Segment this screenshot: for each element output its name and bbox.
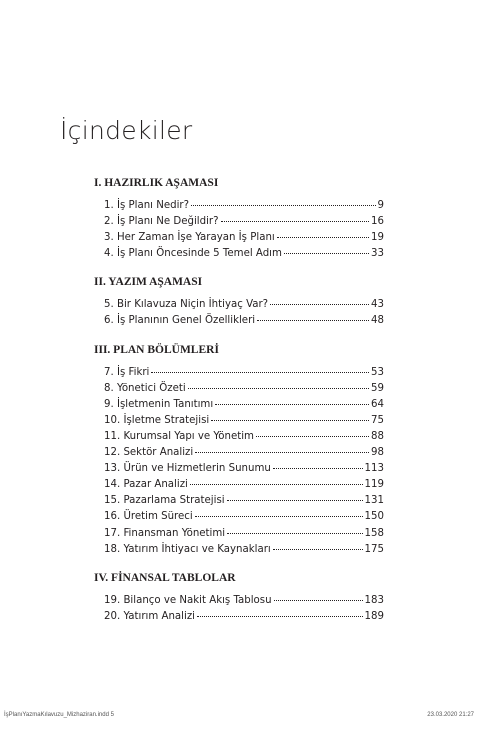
entry-title: 14. Pazar Analizi <box>104 479 188 491</box>
entry-title: 7. İş Fikri <box>104 366 150 378</box>
entry-page-number: 131 <box>364 495 384 507</box>
toc-entry[interactable] <box>94 429 384 445</box>
entry-page-number: 53 <box>371 366 384 378</box>
entry-title: 9. İşletmenin Tanıtımı <box>104 398 214 410</box>
toc-entry[interactable] <box>94 509 384 525</box>
entry-page-number: 16 <box>371 216 384 228</box>
source-file-name: İşPlanıYazmaKılavuzu_Mizhaziran.indd 5 <box>4 712 114 718</box>
dot-leader <box>195 516 363 517</box>
toc-entry[interactable] <box>94 214 384 230</box>
dot-leader <box>273 549 363 550</box>
dot-leader <box>256 436 369 437</box>
dot-leader <box>270 304 369 305</box>
toc-entry[interactable] <box>94 461 384 477</box>
dot-leader <box>151 372 369 373</box>
toc-entry[interactable] <box>94 246 384 262</box>
toc-section-preparation <box>94 176 384 262</box>
entry-page-number: 75 <box>371 414 384 426</box>
print-timestamp: 23.03.2020 21:27 <box>427 712 474 718</box>
entry-page-number: 113 <box>364 463 384 475</box>
entry-page-number: 59 <box>371 382 384 394</box>
dot-leader <box>190 484 363 485</box>
entry-title: 16. Üretim Süreci <box>104 511 193 523</box>
dot-leader <box>221 221 370 222</box>
dot-leader <box>277 237 369 238</box>
entry-title: 15. Pazarlama Stratejisi <box>104 495 225 507</box>
page-title: İçindekiler <box>60 116 193 145</box>
dot-leader <box>191 205 375 206</box>
section-heading: II. YAZIM AŞAMASI <box>94 276 203 289</box>
table-of-contents <box>94 176 384 638</box>
entry-page-number: 119 <box>364 479 384 491</box>
print-slug <box>0 710 480 724</box>
section-heading: III. PLAN BÖLÜMLERİ <box>94 343 219 356</box>
entry-title: 18. Yatırım İhtiyacı ve Kaynakları <box>104 543 271 555</box>
entry-title: 3. Her Zaman İşe Yarayan İş Planı <box>104 232 275 244</box>
entry-title: 10. İşletme Stratejisi <box>104 414 210 426</box>
entry-page-number: 88 <box>371 430 384 442</box>
entry-page-number: 48 <box>371 315 384 327</box>
toc-entry[interactable] <box>94 609 384 625</box>
entry-page-number: 189 <box>364 610 384 622</box>
entry-page-number: 33 <box>371 248 384 260</box>
section-heading: I. HAZIRLIK AŞAMASI <box>94 177 219 189</box>
dot-leader <box>284 253 369 254</box>
toc-entry[interactable] <box>94 477 384 493</box>
entry-page-number: 183 <box>364 594 384 606</box>
entry-page-number: 43 <box>371 299 384 311</box>
entry-title: 8. Yönetici Özeti <box>104 382 186 394</box>
dot-leader <box>273 468 363 469</box>
toc-entry[interactable] <box>94 198 384 214</box>
entry-title: 11. Kurumsal Yapı ve Yönetim <box>104 430 254 442</box>
toc-entry[interactable] <box>94 381 384 397</box>
toc-entry[interactable] <box>94 542 384 558</box>
toc-section-plan-parts <box>94 343 384 558</box>
dot-leader <box>197 616 363 617</box>
entry-title: 2. İş Planı Ne Değildir? <box>104 216 219 228</box>
dot-leader <box>215 404 369 405</box>
entry-page-number: 150 <box>364 511 384 523</box>
toc-entry[interactable] <box>94 526 384 542</box>
dot-leader <box>274 600 363 601</box>
entry-page-number: 175 <box>364 543 384 555</box>
entry-title: 20. Yatırım Analizi <box>104 610 196 622</box>
entry-title: 12. Sektör Analizi <box>104 447 194 459</box>
toc-entry[interactable] <box>94 230 384 246</box>
toc-section-financial-tables <box>94 571 384 625</box>
entry-page-number: 9 <box>377 200 384 211</box>
toc-entry[interactable] <box>94 493 384 509</box>
entry-page-number: 158 <box>364 527 384 539</box>
dot-leader <box>195 452 369 453</box>
dot-leader <box>188 388 369 389</box>
entry-title: 6. İş Planının Genel Özellikleri <box>104 315 256 327</box>
toc-entry[interactable] <box>94 413 384 429</box>
toc-entry[interactable] <box>94 365 384 381</box>
toc-entry[interactable] <box>94 297 384 313</box>
toc-entry[interactable] <box>94 397 384 413</box>
dot-leader <box>227 500 363 501</box>
entry-title: 1. İş Planı Nedir? <box>104 200 190 211</box>
entry-title: 4. İş Planı Öncesinde 5 Temel Adım <box>104 248 282 260</box>
entry-title: 13. Ürün ve Hizmetlerin Sunumu <box>104 463 271 475</box>
dot-leader <box>227 533 362 534</box>
dot-leader <box>257 320 369 321</box>
toc-entry[interactable] <box>94 313 384 329</box>
entry-page-number: 64 <box>371 398 384 410</box>
toc-section-writing <box>94 275 384 329</box>
entry-title: 17. Finansman Yönetimi <box>104 527 226 539</box>
dot-leader <box>211 420 369 421</box>
toc-entry[interactable] <box>94 593 384 609</box>
entry-page-number: 98 <box>371 447 384 459</box>
section-heading: IV. FİNANSAL TABLOLAR <box>94 571 236 584</box>
toc-entry[interactable] <box>94 445 384 461</box>
entry-title: 5. Bir Kılavuza Niçin İhtiyaç Var? <box>104 299 269 311</box>
entry-page-number: 19 <box>371 232 384 244</box>
entry-title: 19. Bilanço ve Nakit Akış Tablosu <box>104 594 272 606</box>
